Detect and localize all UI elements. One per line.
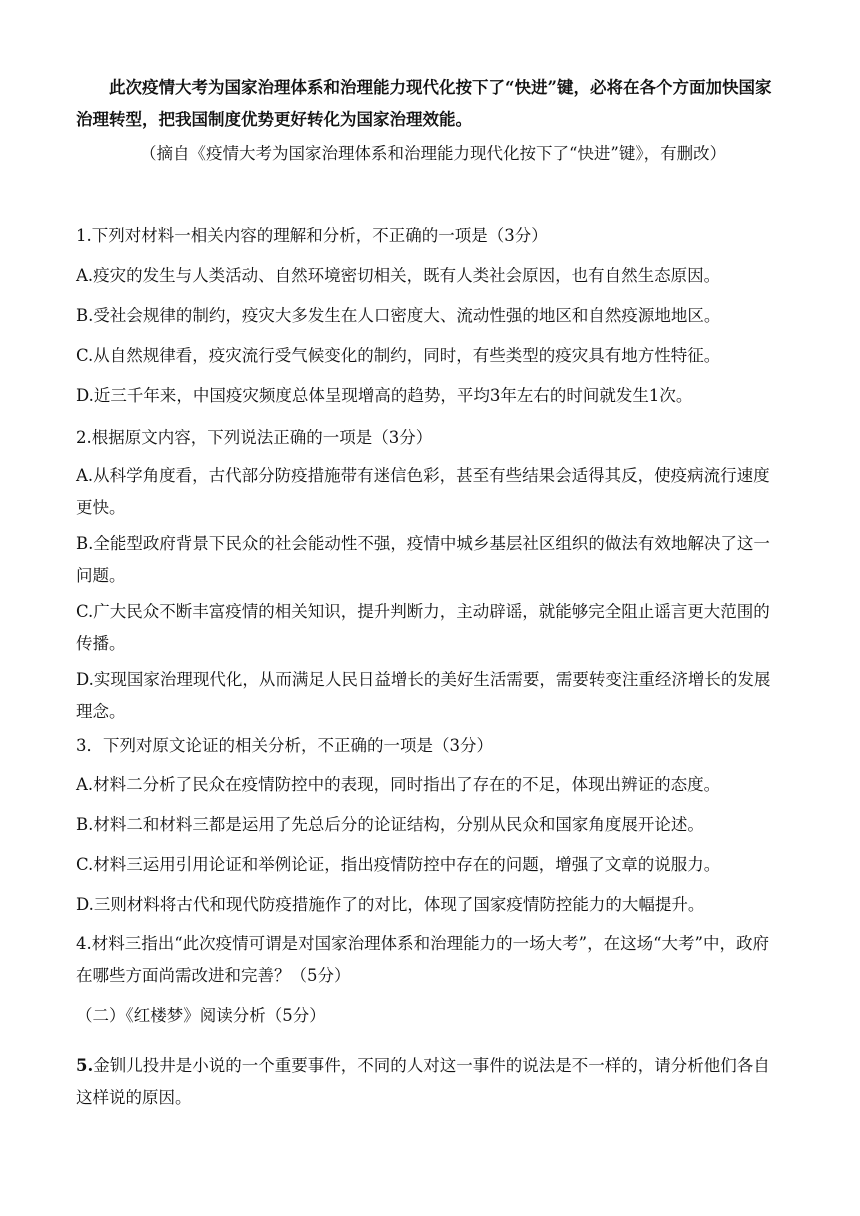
q3-option-b: B.材料二和材料三都是运用了先总后分的论证结构，分别从民众和国家角度展开论述。 <box>76 815 704 834</box>
q4-stem: 4.材料三指出“此次疫情可谓是对国家治理体系和治理能力的一场大考”，在这场“大考”中，政府在哪些方面尚需改进和完善？（5分） <box>76 934 769 985</box>
q3-option-d: D.三则材料将古代和现代防疫措施作了的对比，体现了国家疫情防控能力的大幅提升。 <box>76 895 705 914</box>
section2-heading: （二）《红楼梦》阅读分析（5分） <box>76 1006 326 1025</box>
intro-citation: （摘自《疫情大考为国家治理体系和治理能力现代化按下了“快进”键》，有删改） <box>140 144 727 163</box>
q2-option-d: D.实现国家治理现代化，从而满足人民日益增长的美好生活需要，需要转变注重经济增长的发展理念。 <box>76 670 771 721</box>
q1-stem: 1.下列对材料一相关内容的理解和分析，不正确的一项是（3分） <box>76 226 548 245</box>
q3-stem: 3．下列对原文论证的相关分析，不正确的一项是（3分） <box>76 736 493 755</box>
q2-option-b: B.全能型政府背景下民众的社会能动性不强，疫情中城乡基层社区组织的做法有效地解决了这一问题。 <box>76 534 770 585</box>
q2-stem: 2.根据原文内容，下列说法正确的一项是（3分） <box>76 428 433 447</box>
q3-option-a: A.材料二分析了民众在疫情防控中的表现，同时指出了存在的不足，体现出辨证的态度。 <box>76 775 721 794</box>
q1-option-c: C.从自然规律看，疫灾流行受气候变化的制约，同时，有些类型的疫灾具有地方性特征。 <box>76 346 721 365</box>
q2-option-a: A.从科学角度看，古代部分防疫措施带有迷信色彩，甚至有些结果会适得其反，使疫病流行速度更快。 <box>76 466 770 517</box>
q5-question <box>76 1050 784 1114</box>
q1-option-b: B.受社会规律的制约，疫灾大多发生在人口密度大、流动性强的地区和自然疫源地地区。 <box>76 306 721 325</box>
q3-option-c: C.材料三运用引用论证和举例论证，指出疫情防控中存在的问题，增强了文章的说服力。 <box>76 855 721 874</box>
q2-option-c: C.广大民众不断丰富疫情的相关知识，提升判断力，主动辟谣，就能够完全阻止谣言更大范围的传播。 <box>76 602 770 653</box>
q1-option-a: A.疫灾的发生与人类活动、自然环境密切相关，既有人类社会原因，也有自然生态原因。 <box>76 266 721 285</box>
q5-text: 金钏儿投井是小说的一个重要事件，不同的人对这一事件的说法是不一样的，请分析他们各自这样说的原因。 <box>76 1056 770 1107</box>
q1-option-d: D.近三千年来，中国疫灾频度总体呈现增高的趋势，平均3年左右的时间就发生1次。 <box>76 386 693 405</box>
q5-number: 5. <box>76 1056 94 1075</box>
intro-paragraph: 此次疫情大考为国家治理体系和治理能力现代化按下了“快进”键，必将在各个方面加快国家治理转型，把我国制度优势更好转化为国家治理效能。 <box>76 78 772 129</box>
